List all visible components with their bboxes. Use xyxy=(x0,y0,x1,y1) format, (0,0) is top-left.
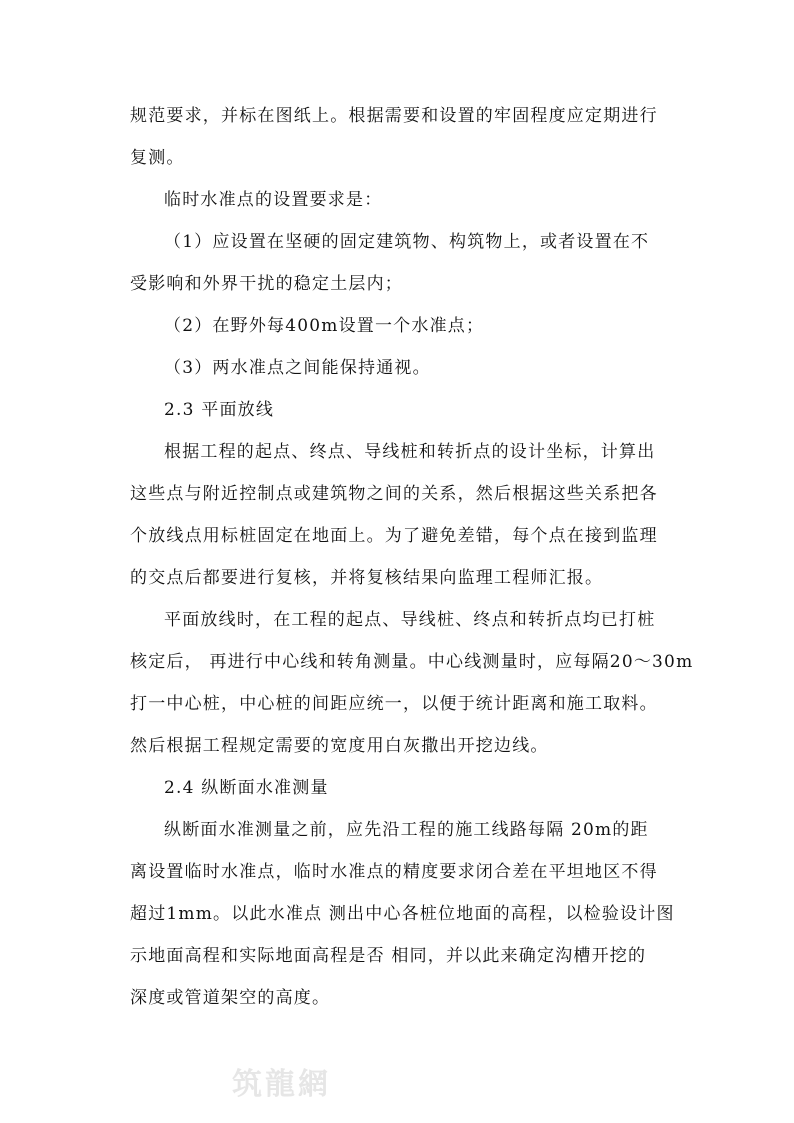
body-text-line: 规范要求，并标在图纸上。根据需要和设置的牢固程度应定期进行 xyxy=(130,106,658,126)
body-text-line: 离设置临时水准点，临时水准点的精度要求闭合差在平坦地区不得 xyxy=(130,862,658,882)
body-text-line: 然后根据工程规定需要的宽度用白灰撒出开挖边线。 xyxy=(130,736,549,756)
body-text-line: 平面放线时，在工程的起点、导线桩、终点和转折点均已打桩 xyxy=(164,610,656,630)
body-text-line: 打一中心桩，中心桩的间距应统一，以便于统计距离和施工取料。 xyxy=(130,694,658,714)
body-text-line: 临时水准点的设置要求是： xyxy=(164,190,383,210)
body-text-line: 复测。 xyxy=(130,148,185,168)
section-heading: 2.4 纵断面水准测量 xyxy=(164,778,329,798)
list-item-text: （1）应设置在坚硬的固定建筑物、构筑物上，或者设置在不 xyxy=(164,232,650,252)
body-text-line: 示地面高程和实际地面高程是否 相同，并以此来确定沟槽开挖的 xyxy=(130,946,647,966)
section-heading: 2.3 平面放线 xyxy=(164,400,275,420)
body-text-line: 超过1mm。以此水准点 测出中心各桩位地面的高程，以检验设计图 xyxy=(130,904,675,924)
list-item-text: （2）在野外每400m设置一个水准点； xyxy=(164,316,485,336)
body-text-line: 根据工程的起点、终点、导线桩和转折点的设计坐标，计算出 xyxy=(164,442,656,462)
body-text-line: 的交点后都要进行复核，并将复核结果向监理工程师汇报。 xyxy=(130,568,604,588)
body-text-line: 受影响和外界干扰的稳定土层内； xyxy=(130,274,403,294)
watermark-logo: 筑龍網 xyxy=(232,1067,331,1102)
body-text-line: 核定后， 再进行中心线和转角测量。中心线测量时，应每隔20～30m xyxy=(130,652,694,672)
body-text-line: 纵断面水准测量之前，应先沿工程的施工线路每隔 20m的距 xyxy=(164,820,649,840)
body-text-line: 这些点与附近控制点或建筑物之间的关系，然后根据这些关系把各 xyxy=(130,484,658,504)
body-text-line: 深度或管道架空的高度。 xyxy=(130,988,331,1008)
body-text-line: 个放线点用标桩固定在地面上。为了避免差错，每个点在接到监理 xyxy=(130,526,658,546)
list-item-text: （3）两水准点之间能保持通视。 xyxy=(164,358,431,378)
